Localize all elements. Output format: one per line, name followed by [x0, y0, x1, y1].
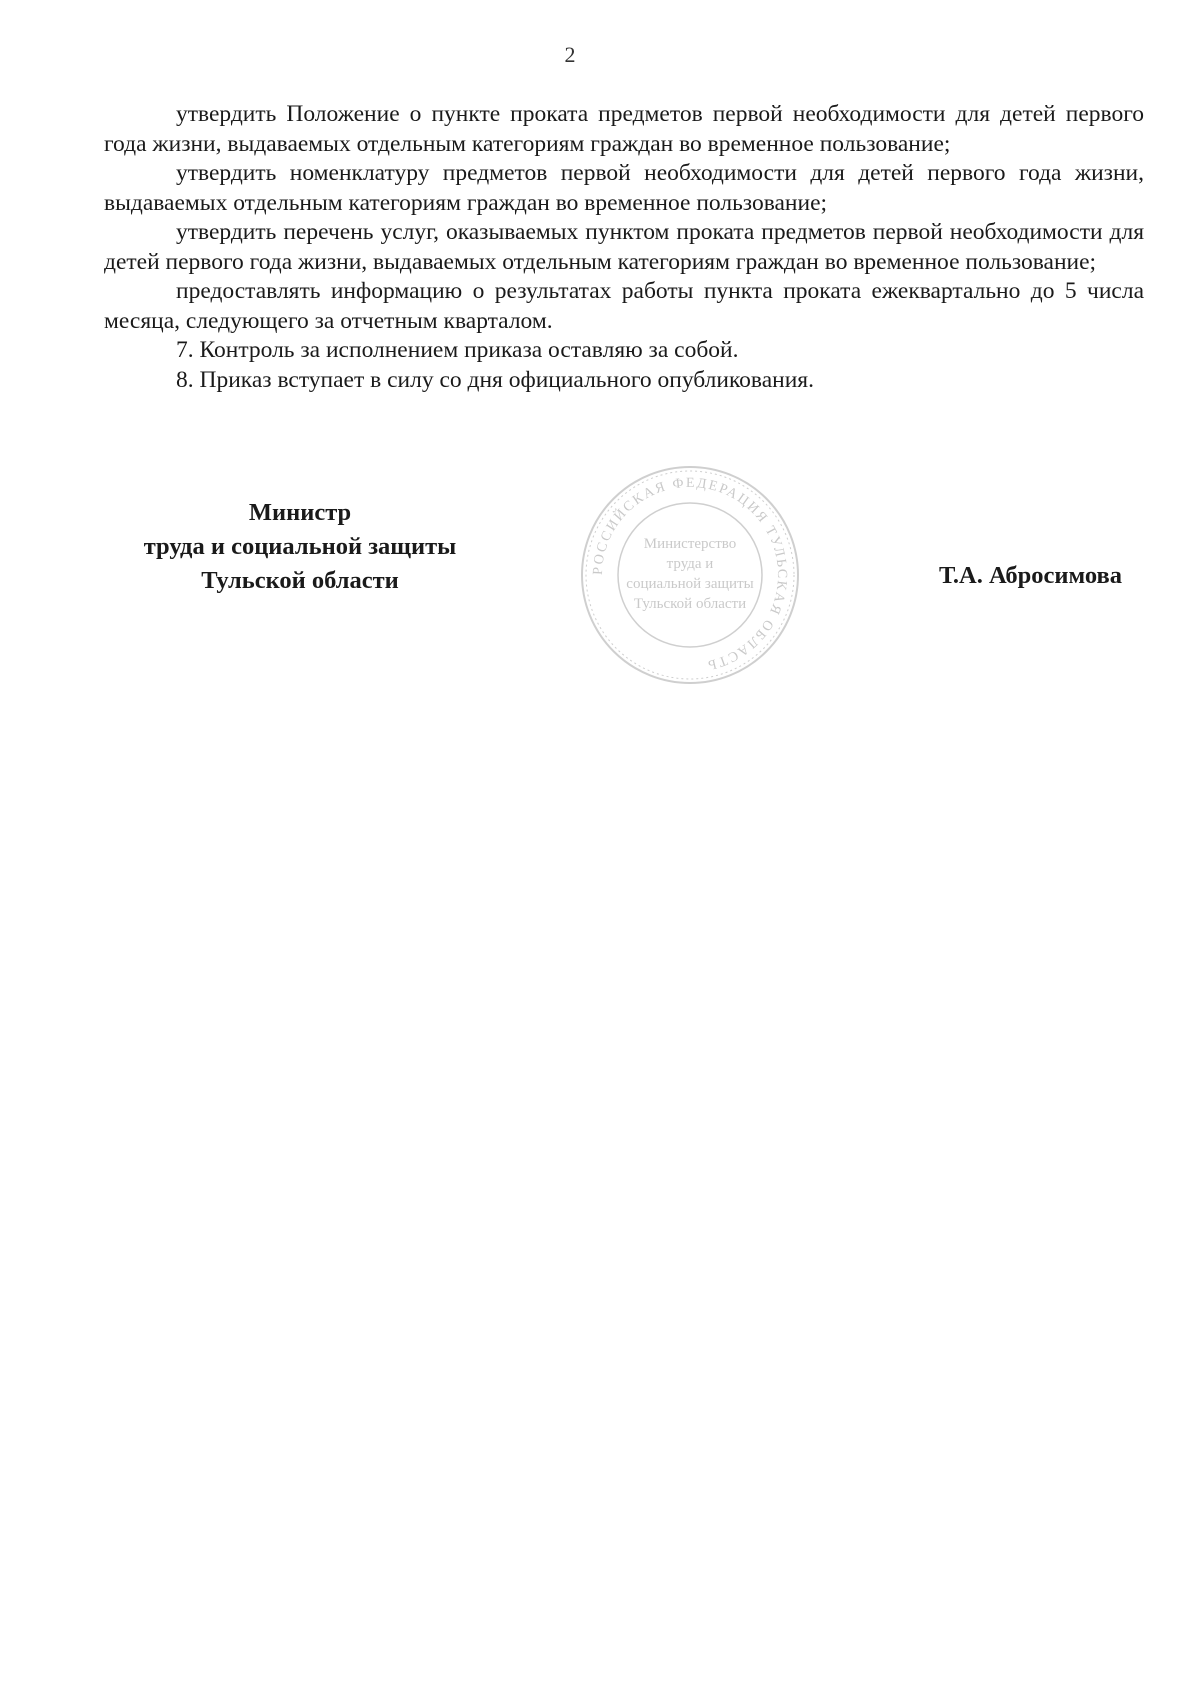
signer-position — [110, 496, 490, 598]
signature-block — [0, 460, 1200, 700]
paragraph-approve-services: утвердить перечень услуг, оказываемых пунктом проката предметов первой необходимости для детей первого года жизни, выдаваемых отдельным категориям граждан во временное пользование; — [104, 219, 1144, 275]
stamp-outer-text: РОССИЙСКАЯ ФЕДЕРАЦИЯ ТУЛЬСКАЯ ОБЛАСТЬ — [590, 475, 790, 673]
position-line-minister: Министр — [248, 499, 352, 526]
stamp-line-4: Тульской области — [633, 596, 747, 612]
paragraph-provide-information: предоставлять информацию о результатах работы пункта проката ежеквартально до 5 числа месяца, следующего за отчетным кварталом. — [104, 278, 1144, 334]
signer-name: Т.А. Абросимова — [938, 562, 1122, 589]
stamp-seal-icon — [575, 460, 805, 690]
stamp-line-2: труда и — [666, 556, 714, 572]
paragraph-approve-regulation: утвердить Положение о пункте проката предметов первой необходимости для детей первого года жизни, выдаваемых отдельным категориям граждан во временное пользование; — [104, 101, 1144, 157]
svg-text:РОССИЙСКАЯ ФЕДЕРАЦИЯ ТУЛЬСКАЯ — [591, 476, 789, 673]
page-number: 2 — [564, 42, 576, 67]
document-body — [104, 100, 1144, 395]
stamp-line-3: социальной защиты — [626, 576, 754, 592]
position-line-region: Тульской области — [201, 567, 399, 594]
paragraph-approve-nomenclature: утвердить номенклатуру предметов первой необходимости для детей первого года жизни, выдаваемых отдельным категориям граждан во временное пользование; — [104, 160, 1144, 216]
position-line-ministry: труда и социальной защиты — [143, 533, 457, 560]
paragraph-effective-date: 8. Приказ вступает в силу со дня официального опубликования. — [176, 366, 814, 393]
official-stamp — [575, 460, 805, 690]
paragraph-control: 7. Контроль за исполнением приказа оставляю за собой. — [176, 337, 739, 363]
stamp-line-1: Министерство — [643, 536, 737, 552]
